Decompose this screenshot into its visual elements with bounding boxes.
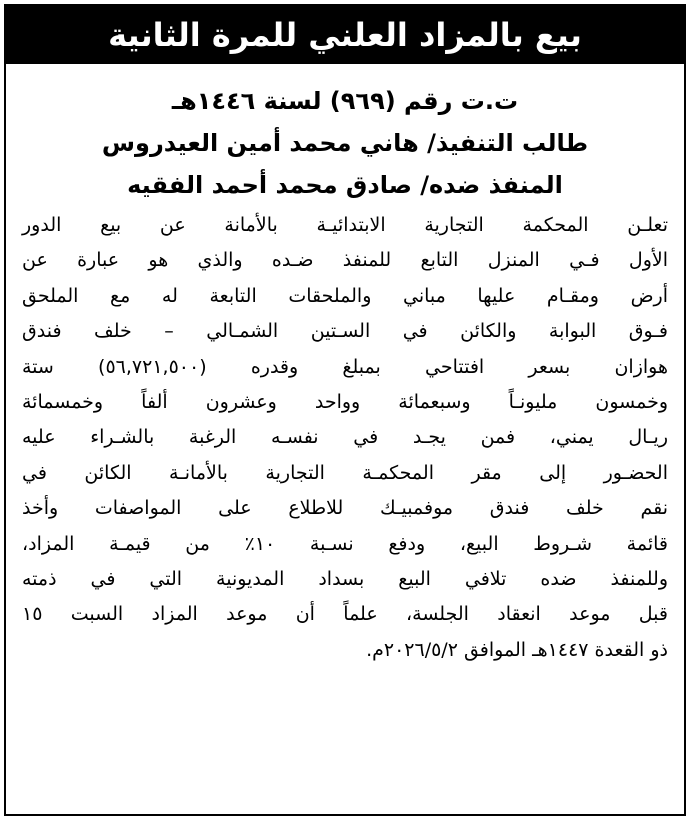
body-line: هوازان بسعر افتتاحي بمبلغ وقدره (٥٦,٧٢١,٥٠٠) ستة — [22, 355, 668, 378]
auction-notice — [4, 4, 686, 816]
body-line: أرض ومقـام عليها مباني والملحقات التابعة له مع الملحق — [22, 284, 668, 307]
body-line: الأول فـي المنزل التابع للمنفذ ضـده والذي هو عبارة عن — [22, 249, 668, 272]
notice-title: بيع بالمزاد العلني للمرة الثانية — [6, 6, 684, 64]
body-line: فـوق البوابة والكائن في السـتين الشمـالي – خلف فندق — [22, 320, 668, 343]
body-line: تعلـن المحكمة التجارية الابتدائيـة بالأمانة عن بيع الدور — [22, 214, 668, 236]
body-line: قائمة شـروط البيع، ودفع نسـبة ١٠٪ من قيمـة المزاد، — [22, 532, 668, 555]
body-line: ذو القعدة ١٤٤٧هـ الموافق ٢٠٢٦/٥/٢م. — [366, 638, 668, 661]
body-line: ريـال يمني، فمن يجـد في نفسـه الرغبة بالشـراء عليه — [22, 426, 668, 449]
body-line: الحضـور إلى مقر المحكمـة التجارية بالأمانـة الكائن في — [22, 461, 668, 484]
applicant-line: طالب التنفيذ/ هاني محمد أمين العيدروس — [101, 129, 589, 157]
case-number: ت.ت رقم (٩٦٩) لسنة ١٤٤٦هـ — [171, 87, 519, 115]
case-header — [6, 64, 684, 206]
respondent-line: المنفذ ضده/ صادق محمد أحمد الفقيه — [127, 171, 563, 199]
notice-body — [6, 206, 684, 668]
body-line: قبل موعد انعقاد الجلسة، علماً أن موعد المزاد السبت ١٥ — [22, 603, 668, 626]
body-line: نقم خلف فندق موفمبيـك للاطلاع على المواصفات وأخذ — [22, 497, 668, 520]
body-line: وخمسون مليونـاً وسبعمائة وواحد وعشرون ألفاً وخمسمائة — [22, 391, 668, 414]
body-line: وللمنفذ ضده تلافي البيع بسداد المديونية التي في ذمته — [22, 568, 668, 591]
